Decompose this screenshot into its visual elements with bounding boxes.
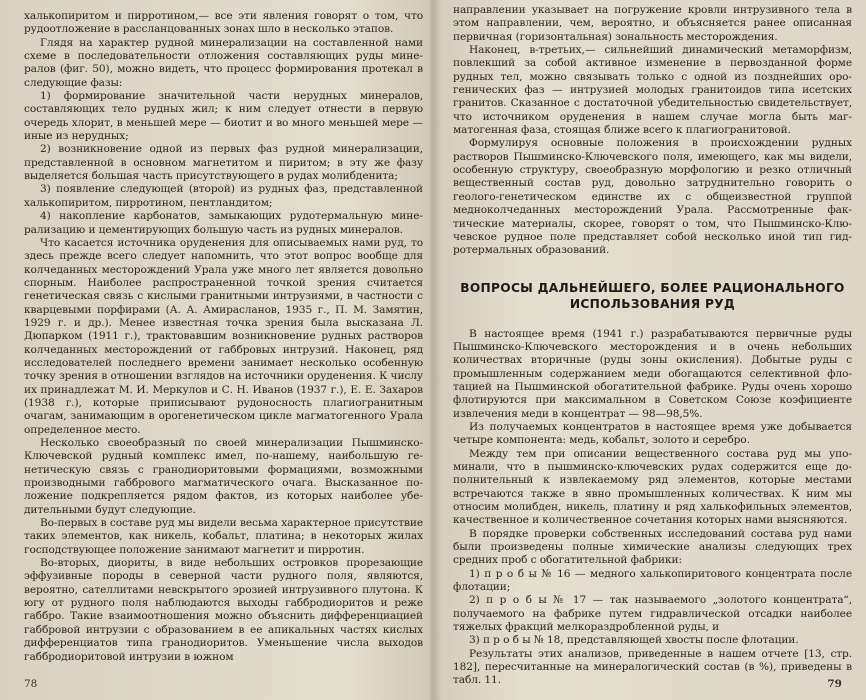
paragraph: 3) появление следующей (второй) из рудных фаз, представленной халькопиритом, пирротином, пентландитом;	[24, 183, 423, 209]
paragraph: Между тем при описании вещественного состава руд мы упоминали, что в пышминско-ключевских рудах содержится еще дополнительный к извлекаемому ряд элементов, которые местами встречаются также в явно промышленных количествах. К ним мы относим молибден, никель, платину и ряд халькофильных элементов, качественное и количественное сочетания которых нами выясняются.	[453, 447, 852, 527]
right-page-text	[453, 4, 852, 688]
list-item: 1) п р о б ы № 16 — медного халькопиритового концентрата после флотации;	[453, 567, 852, 594]
section-heading-line: ИСПОЛЬЗОВАНИЯ РУД	[569, 296, 736, 311]
paragraph: В настоящее время (1941 г.) разрабатываются первичные руды Пышминско-Ключевского месторождения и в очень небольших количествах вторичные (руды зоны окисления). Добытые руды с промышленным содержанием меди обогащаются селективной флотацией на Пышминской обогатительной фабрике. Руды очень хорошо флотируются при максимальном в Советском Союзе коэфициенте извлечения меди в концентрат — 98—98,5%.	[453, 327, 852, 420]
page-number-right: 79	[827, 678, 842, 690]
paragraph: Что касается источника оруденения для описываемых нами руд, то здесь прежде всего следует напомнить, что этот вопрос вообще для колчеданных месторождений Урала уже много лет является довольно спорным. Наиболее распространенной точкой зрения считается генетическая связь с кислыми гранитными интрузиями, в частности с кварцевыми порфирами (А. А. Амирасланов, 1935 г., П. М. Замятин, 1929 г. и др.). Менее известная точка зрения была высказана Л. Дюпарком (1911 г.), трактовавшим возникновение рудных растворов колчеданных месторождений от габбровых интрузий. Наконец, ряд исследователей последнего времени занимает несколько особенную точку зрения в отношении взглядов на источники оруденения. К числу их принадлежат М. И. Меркулов и С. Н. Иванов (1937 г.), Е. Е. Захаров (1938 г.), которые приписывают рудоносность плагиогранитным очагам, занимающим в орогенетическом цикле магматогенного Урала определенное место.	[24, 236, 423, 436]
list-item: 3) п р о б ы № 18, представляющей хвосты после флотации.	[469, 634, 799, 647]
left-page-text	[24, 10, 423, 664]
paragraph: Во-вторых, диориты, в виде небольших островков прорезающие эффузивные породы в северной части рудного поля, являются, вероятно, сателлитами невскрытого эрозией интрузивного плутона. К югу от рудного поля наблюдаются выходы габбродиоритов и реже габбро. Такие взаимоотношения можно объяснить дифференциацией габбровой интрузии с образованием в ее апикальных частях кислых дифференциатов типа гранодиоритов. Уменьшение числа выходов габбродиоритовой интрузии в южном	[24, 557, 423, 663]
paragraph: Во-первых в составе руд мы видели весьма характерное присутствие таких элементов, как никель, кобальт, платина; в некоторых жилах господствующее положение занимают магнетит и пирротин.	[24, 517, 423, 556]
list-item: 2) п р о б ы № 17 — так называемого „золотого концентрата“, получаемого на фабрике путем гидравлической отсадки наиболее тяжелых фракций мелкораздробленной руды, и	[453, 594, 852, 634]
page-number-left: 78	[24, 678, 38, 690]
section-heading	[453, 280, 852, 312]
paragraph: В порядке проверки собственных исследований состава руд нами были произведены полные химические анализы следующих трех средних проб с обогатительной фабрики:	[453, 527, 852, 567]
paragraph: Из получаемых концентратов в настоящее время уже добывается четыре компонента: медь, кобальт, золото и серебро.	[453, 420, 852, 447]
paragraph: Формулируя основные положения в происхождении рудных растворов Пышминско-Ключевского поля, имеющего, как мы видели, особенную структуру, своеобразную морфологию и резко отличный вещественный состав руд, довольно затруднительно говорить о геолого-генетическом единстве их с общеизвестной группой медноколчеданных месторождений Урала. Рассмотренные фактические материалы, скорее, говорят о том, что Пышминско-Ключевское рудное поле представляет собой несколько иной тип гидротермальных образований.	[453, 137, 852, 257]
paragraph: направлении указывает на погружение кровли интрузивного тела в этом направлении, чем, вероятно, и объясняется ранее описанная первичная (горизонтальная) зональность месторождения.	[453, 4, 852, 43]
paragraph: Результаты этих анализов, приведенные в нашем отчете [13, стр. 182], пересчитанные на минералогический состав (в %), приведены в табл. 11.	[453, 647, 852, 687]
paragraph: халькопиритом и пирротином,— все эти явления говорят о том, что рудоотложение в рассланцованных зонах шло в несколько этапов.	[24, 10, 423, 36]
paragraph: Наконец, в-третьих,— сильнейший динамический метаморфизм, повлекший за собой активное изменение в первозданной форме рудных тел, можно связывать только с одной из позднейших орогенических фаз — интрузией молодых гранитоидов типа исетских гранитов. Сказанное с достаточной убедительностью свидетельствует, что источником оруденения в нашем случае могла быть магматогенная фаза, стоящая ближе всего к плагиогранитовой.	[453, 44, 852, 137]
paragraph: 1) формирование значительной части нерудных минералов, составляющих тело рудных жил; к ним следует отнести в первую очередь хлорит, в меньшей мере — биотит и во много меньшей мере — иные из нерудных;	[24, 90, 423, 143]
paragraph: 2) возникновение одной из первых фаз рудной минерализации, представленной в основном магнетитом и пиритом; в эту же фазу выделяется большая часть присутствующего в рудах молибденита;	[24, 143, 423, 183]
paragraph: Несколько своеобразный по своей минерализации Пышминско-Ключевской рудный комплекс имел, по-нашему, наибольшую генетическую связь с гранодиоритовыми формациями, возможными производными габбрового магматического очага. Высказанное положение подкрепляется рядом фактов, из которых наиболее убедительными будут следующие.	[24, 437, 423, 516]
section-heading-line: ВОПРОСЫ ДАЛЬНЕЙШЕГО, БОЛЕЕ РАЦИОНАЛЬНОГО	[460, 280, 845, 295]
right-page	[433, 0, 866, 700]
paragraph: 4) накопление карбонатов, замыкающих рудотермальную минерализацию и цементирующих большую часть из рудных минералов.	[24, 210, 423, 236]
paragraph: Глядя на характер рудной минерализации на составленной нами схеме в последовательности отложения составляющих руды минералов (фиг. 50), можно видеть, что процесс формирования протекал в следующие фазы:	[24, 36, 423, 89]
